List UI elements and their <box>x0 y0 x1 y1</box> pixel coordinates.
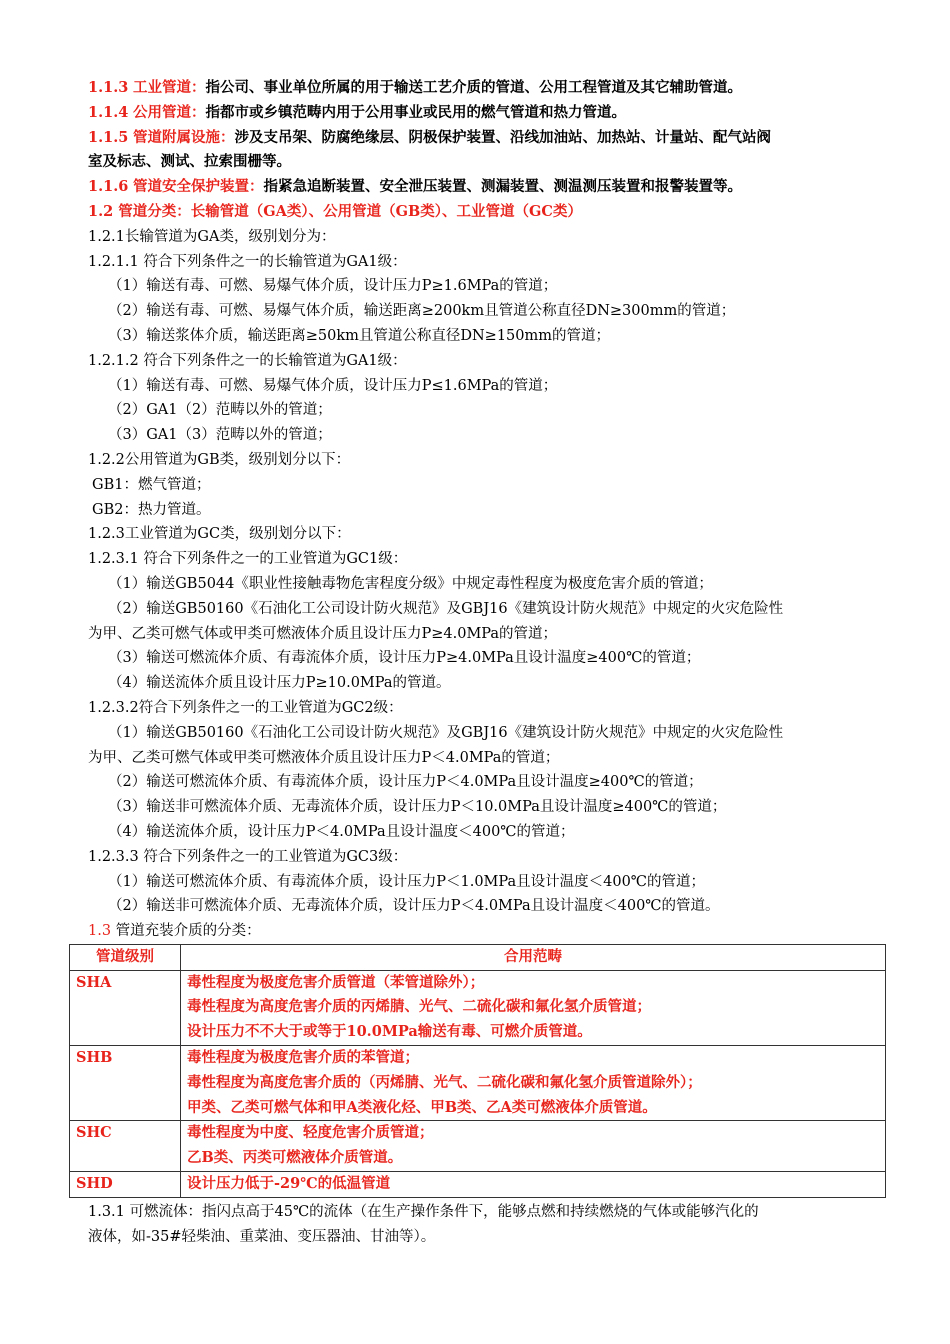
medium-classification-table <box>69 944 886 1198</box>
section-text-continued: 室及标志、测试、拉索围栅等。 <box>88 153 291 171</box>
list-item: GB1：燃气管道； <box>92 476 211 493</box>
document-body <box>76 76 888 1249</box>
section-1-1-3 <box>88 76 888 101</box>
scope-cell <box>181 1121 886 1172</box>
table-header-row <box>70 944 886 970</box>
table-row <box>70 1172 886 1198</box>
section-1-1-6 <box>88 175 888 200</box>
list-item: （2）输送有毒、可燃、易爆气体介质，输送距离≥200km且管道公称直径DN≥300mm的管道； <box>108 303 736 320</box>
list-item: （1）输送GB50160《石油化工公司设计防火规范》及GBJ16《建筑设计防火规范》中规定的火灾危险性 <box>108 724 784 741</box>
section-number: 1.1.3 <box>88 79 129 96</box>
section-text: 指都市或乡镇范畴内用于公用事业或民用的燃气管道和热力管道。 <box>205 103 626 121</box>
section-text: 涉及支吊架、防腐绝缘层、阴极保护装置、沿线加油站、加热站、计量站、配气站阀 <box>234 128 771 146</box>
level-cell: SHA <box>70 970 181 1045</box>
scope-line: 乙B类、丙类可燃液体介质管道。 <box>187 1149 403 1167</box>
list-item: （2）输送GB50160《石油化工公司设计防火规范》及GBJ16《建筑设计防火规范》中规定的火灾危险性 <box>108 600 784 617</box>
list-item: （1）输送有毒、可燃、易爆气体介质，设计压力P≤1.6MPa的管道； <box>108 377 558 394</box>
clause-1-2-3-3: 1.2.3.3 符合下列条件之一的工业管道为GC3级： <box>88 848 408 865</box>
list-item: （1）输送GB5044《职业性接触毒物危害程度分级》中规定毒性程度为极度危害介质的管道； <box>108 575 713 592</box>
section-text: 指公司、事业单位所属的用于输送工艺介质的管道、公用工程管道及其它辅助管道。 <box>205 79 742 96</box>
list-item: （3）输送浆体介质，输送距离≥50km且管道公称直径DN≥150mm的管道； <box>108 327 610 344</box>
clause-1-2-3-2: 1.2.3.2符合下列条件之一的工业管道为GC2级： <box>88 699 403 716</box>
section-1-1-5 <box>88 126 888 151</box>
list-item: （3）输送非可燃流体介质、无毒流体介质，设计压力P＜10.0MPa且设计温度≥400℃的管道； <box>108 799 727 816</box>
clause-1-2-3: 1.2.3工业管道为GC类，级别划分以下： <box>88 526 351 543</box>
list-item-continued: 为甲、乙类可燃气体或甲类可燃液体介质且设计压力P＜4.0MPa的管道； <box>88 749 560 766</box>
clause-1-2-1: 1.2.1长输管道为GA类，级别划分为： <box>88 228 336 245</box>
section-1-3-heading <box>88 919 888 944</box>
column-header-level: 管道级别 <box>70 944 181 970</box>
section-term: 公用管道： <box>132 103 206 121</box>
clause-1-3-1: 1.3.1 可燃流体：指闪点高于45℃的流体（在生产操作条件下，能够点燃和持续燃烧的气体或能够汽化的 <box>88 1203 759 1220</box>
clause-1-2-3-1: 1.2.3.1 符合下列条件之一的工业管道为GC1级： <box>88 551 408 568</box>
list-item: （3）GA1（3）范畴以外的管道； <box>108 427 332 444</box>
section-1-1-4 <box>88 101 888 126</box>
section-number: 1.1.4 <box>88 103 129 121</box>
scope-line: 设计压力不不大于或等于10.0MPa输送有毒、可燃介质管道。 <box>187 1023 592 1041</box>
list-item-continued: 为甲、乙类可燃气体或甲类可燃液体介质且设计压力P≥4.0MPa的管道； <box>88 625 558 642</box>
list-item: （1）输送可燃流体介质、有毒流体介质，设计压力P＜1.0MPa且设计温度＜400℃的管道； <box>108 873 706 890</box>
scope-line: 设计压力低于-29℃的低温管道 <box>187 1175 391 1193</box>
section-term: 工业管道： <box>132 79 206 96</box>
column-header-scope: 合用范畴 <box>181 944 886 970</box>
section-number: 1.3 <box>88 923 112 940</box>
list-item: （1）输送有毒、可燃、易爆气体介质，设计压力P≥1.6MPa的管道； <box>108 278 558 295</box>
list-item: GB2：热力管道。 <box>92 501 211 518</box>
list-item: （2）输送可燃流体介质、有毒流体介质，设计压力P＜4.0MPa且设计温度≥400℃的管道； <box>108 774 703 791</box>
section-number: 1.1.6 <box>88 178 129 196</box>
list-item: （2）GA1（2）范畴以外的管道； <box>108 402 332 419</box>
clause-1-3-1-continued: 液体，如-35#轻柴油、重菜油、变压器油、甘油等）。 <box>88 1228 436 1245</box>
table-row <box>70 970 886 1045</box>
level-cell: SHB <box>70 1046 181 1121</box>
clause-1-2-1-1: 1.2.1.1 符合下列条件之一的长输管道为GA1级： <box>88 253 407 270</box>
section-term: 管道安全保护装置： <box>132 178 264 196</box>
scope-line: 毒性程度为高度危害介质的丙烯腈、光气、二硫化碳和氟化氢介质管道； <box>187 998 651 1016</box>
table-row <box>70 1121 886 1172</box>
list-item: （2）输送非可燃流体介质、无毒流体介质，设计压力P＜4.0MPa且设计温度＜400℃的管道。 <box>108 898 720 915</box>
level-cell: SHC <box>70 1121 181 1172</box>
scope-cell <box>181 970 886 1045</box>
clause-1-2-2: 1.2.2公用管道为GB类，级别划分以下： <box>88 451 351 468</box>
clause-1-2-1-2: 1.2.1.2 符合下列条件之一的长输管道为GA1级： <box>88 352 407 369</box>
section-text: 指紧急追断装置、安全泄压装置、测漏装置、测温测压装置和报警装置等。 <box>263 178 742 196</box>
level-cell: SHD <box>70 1172 181 1198</box>
scope-cell <box>181 1172 886 1198</box>
scope-line: 甲类、乙类可燃气体和甲A类液化烃、甲B类、乙A类可燃液体介质管道。 <box>187 1098 657 1116</box>
scope-line: 毒性程度为中度、轻度危害介质管道； <box>187 1124 434 1142</box>
list-item: （4）输送流体介质且设计压力P≥10.0MPa的管道。 <box>108 675 451 692</box>
scope-cell <box>181 1046 886 1121</box>
table-row <box>70 1046 886 1121</box>
scope-line: 毒性程度为极度危害介质管道（苯管道除外）； <box>187 973 485 991</box>
section-number: 1.1.5 <box>88 128 129 146</box>
section-term: 管道附属设施： <box>132 128 235 146</box>
list-item: （4）输送流体介质，设计压力P＜4.0MPa且设计温度＜400℃的管道； <box>108 823 575 840</box>
scope-line: 毒性程度为高度危害介质的（丙烯腈、光气、二硫化碳和氟化氢介质管道除外）； <box>187 1073 702 1091</box>
list-item: （3）输送可燃流体介质、有毒流体介质，设计压力P≥4.0MPa且设计温度≥400℃的管道； <box>108 650 701 667</box>
section-text: 管道充装介质的分类： <box>115 923 261 940</box>
section-1-2-heading: 1.2 管道分类：长输管道（GA类）、公用管道（GB类）、工业管道（GC类） <box>88 202 582 220</box>
scope-line: 毒性程度为极度危害介质的苯管道； <box>187 1049 419 1067</box>
